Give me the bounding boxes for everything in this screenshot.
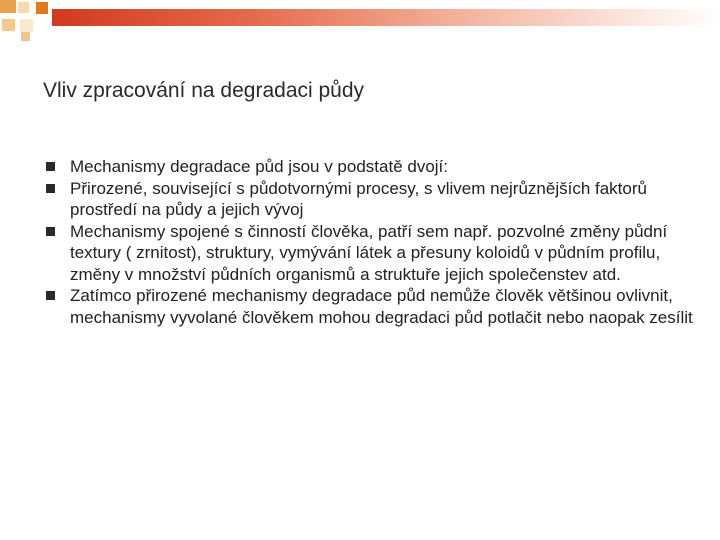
bullet-text: Zatímco přirozené mechanismy degradace půd nemůže člověk většinou ovlivnit, mechanismy vyvolané člověkem mohou degradaci půd potlačit nebo naopak zesílit [70, 286, 693, 327]
decor-square [2, 19, 15, 31]
square-bullet-icon [46, 291, 55, 300]
square-bullet-icon [46, 162, 55, 171]
bullet-item [46, 178, 706, 221]
bullet-item [46, 285, 706, 328]
slide-title: Vliv zpracování na degradaci půdy [43, 79, 365, 102]
decor-square [18, 2, 29, 13]
bullet-text: Přirozené, související s půdotvornými procesy, s vlivem nejrůznějších faktorů prostředí na půdy a jejich vývoj [70, 178, 647, 219]
decor-square [21, 32, 30, 41]
bullet-item [46, 156, 706, 178]
decor-square [36, 2, 48, 14]
bullet-text: Mechanismy degradace půd jsou v podstatě dvojí: [70, 157, 449, 176]
bullet-list [46, 156, 706, 328]
decor-square [0, 0, 16, 13]
header-accent-bar [52, 9, 720, 26]
bullet-item [46, 221, 706, 286]
square-bullet-icon [46, 227, 55, 236]
decor-square [20, 19, 33, 32]
square-bullet-icon [46, 184, 55, 193]
bullet-text: Mechanismy spojené s činností člověka, patří sem např. pozvolné změny půdní textury ( zrnitost), struktury, vymývání látek a přesuny koloidů v půdním profilu, změny v množství půdních organismů a struktuře jejich společenstev atd. [70, 221, 668, 284]
corner-decoration [0, 0, 60, 45]
